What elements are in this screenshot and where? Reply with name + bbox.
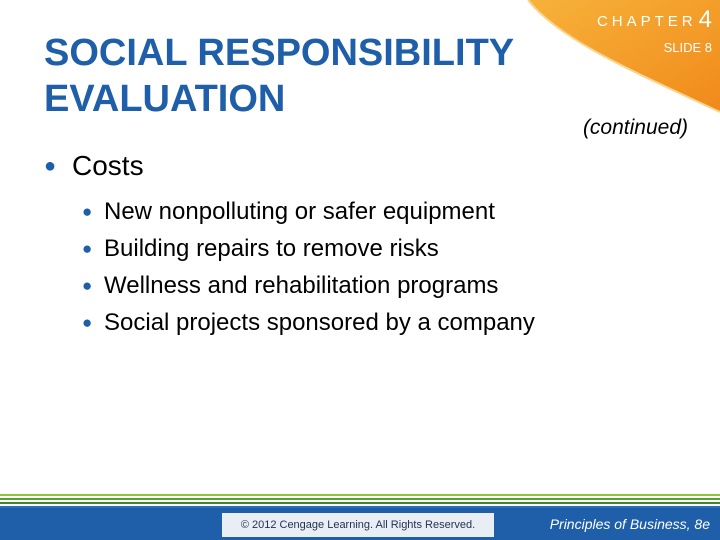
book-title: Principles of Business, 8e [549, 516, 710, 532]
chapter-label [597, 6, 712, 34]
continued-note: (continued) [582, 116, 688, 139]
sub-bullet-text: Social projects sponsored by a company [104, 309, 535, 336]
footer-stripes [0, 494, 720, 510]
bullet-dot-icon: ● [82, 313, 93, 332]
copyright-notice: © 2012 Cengage Learning. All Rights Reserved. [222, 513, 494, 537]
slide-title [44, 30, 514, 122]
bullet-dot-icon: ● [82, 276, 93, 295]
sub-bullet-text: Building repairs to remove risks [104, 235, 439, 262]
sub-bullet-item [82, 304, 535, 341]
bullet-dot-icon: ● [44, 155, 57, 177]
sub-bullet-text: Wellness and rehabilitation programs [104, 272, 499, 299]
sub-bullet-item [82, 267, 535, 304]
slide-title-line-1: SOCIAL RESPONSIBILITY [44, 32, 515, 74]
slide-title-line-2: EVALUATION [44, 78, 286, 120]
slide-number-label: SLIDE 8 [663, 40, 712, 55]
chapter-number: 4 [698, 6, 712, 33]
main-bullet-text: Costs [72, 150, 144, 181]
main-bullet [44, 150, 144, 182]
sub-bullet-text: New nonpolluting or safer equipment [104, 198, 495, 225]
chapter-word: CHAPTER [596, 13, 697, 30]
bullet-dot-icon: ● [82, 239, 93, 258]
sub-bullet-item [82, 230, 535, 267]
sub-bullet-list [82, 193, 535, 341]
bullet-dot-icon: ● [82, 202, 93, 221]
sub-bullet-item [82, 193, 535, 230]
